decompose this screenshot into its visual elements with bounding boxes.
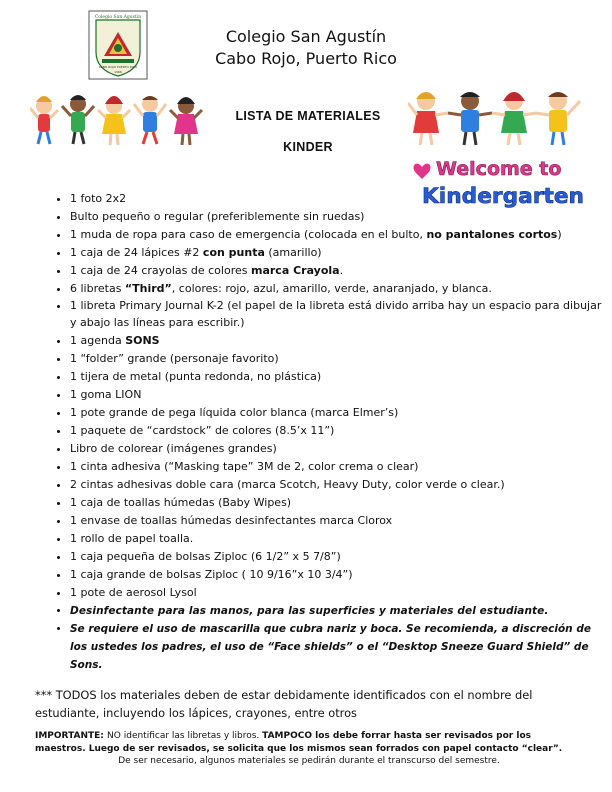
material-text: 1 caja pequeña de bolsas Ziploc (6 1/2” x 5 7/8”) [70,550,341,563]
material-text: 1 cinta adhesiva (“Masking tape” 3M de 2, color crema o clear) [70,460,419,473]
material-item [70,190,610,208]
heart-icon [414,164,431,179]
material-item [70,208,610,226]
material-bold-text: “Third” [124,282,172,295]
material-text: 2 cintas adhesivas doble cara (marca Scotch, Heavy Duty, color verde o clear.) [70,478,505,491]
material-bold-text: no pantalones cortos [426,228,558,241]
material-item [70,262,610,280]
material-item [70,226,610,244]
material-text: 1 caja grande de bolsas Ziploc ( 10 9/16”x 10 3/4”) [70,568,353,581]
material-text: 1 caja de toallas húmedas (Baby Wipes) [70,496,292,509]
material-text: 1 tijera de metal (punta redonda, no plástica) [70,370,322,383]
material-bold-text: con punta [202,246,265,259]
crest-text-top: Colegio San Agustín [94,15,142,20]
material-text: 1 pote de aerosol Lysol [70,586,197,599]
emphasis-item: • Desinfectante para las manos, para las superficies y materiales del estudiante. [70,602,610,620]
material-text: 1 caja de 24 crayolas de colores [70,264,251,277]
material-item [70,350,610,368]
important-label: IMPORTANTE: [35,731,108,741]
footer-note: De ser necesario, algunos materiales se pedirán durante el transcurso del semestre. [118,756,500,766]
material-tail-text: ) [557,228,562,241]
material-text: 1 paquete de “cardstock” de colores (8.5’x 11”) [70,424,335,437]
material-item [70,422,610,440]
material-text: 1 muda de ropa para caso de emergencia (colocada en el bulto, [70,228,427,241]
material-item [70,244,610,262]
welcome-text-line2: Kindergarten [422,184,584,208]
material-item [70,584,610,602]
material-text: 6 libretas [70,282,125,295]
materials-list [40,190,610,674]
material-item [70,368,610,386]
material-text: 1 foto 2x2 [70,192,127,205]
material-item [70,476,610,494]
material-text: Libro de colorear (imágenes grandes) [70,442,277,455]
grade-heading: KINDER [283,140,333,154]
material-item [70,530,610,548]
material-item [70,548,610,566]
material-text: 1 rollo de papel toalla. [70,532,194,545]
crest-text-bottom: CABO ROJO PUERTO RICO [98,65,138,69]
material-item [70,386,610,404]
school-name-line1: Colegio San Agustín [225,27,387,46]
material-item [70,298,610,331]
crest-year: 1966 [114,70,122,74]
material-bold-text: SONS [125,334,160,347]
material-item [70,458,610,476]
material-bold-text: marca Crayola [250,264,340,277]
kid-figure [30,96,58,144]
emphasis-item: • Se requiere el uso de mascarilla que cubra nariz y boca. Se recomienda, a discreción de los ustedes los padres, el uso de “Face shields” o el “Desktop Sneeze Guard Shield” de Sons. [70,620,610,674]
material-item [70,512,610,530]
important-part3: los debe forrar hasta ser revisados por los maestros. Luego de ser revisados, se solicita que los mismos sean forrados con papel contacto “clear”. [35,731,563,754]
material-text: 1 “folder” grande (personaje favorito) [70,352,279,365]
important-part1: NO identificar las libretas y libros. [107,731,263,741]
material-text: 1 libreta Primary Journal K-2 (el papel de la libreta está divido arriba hay un espacio para dibujar y abajo las líneas para escribir.) [70,299,602,329]
material-item [70,404,610,422]
material-item [70,494,610,512]
welcome-text-line1: Welcome to [436,158,562,180]
material-tail-text: , colores: rojo, azul, amarillo, verde, anaranjado, y blanca. [171,282,492,295]
kids-clipart-left [30,88,208,148]
material-text: 1 caja de 24 lápices #2 [70,246,203,259]
important-part2: TAMPOCO [262,731,313,741]
material-tail-text: (amarillo) [264,246,322,259]
school-name [200,26,412,70]
material-item [70,566,610,584]
school-name-line2: Cabo Rojo, Puerto Rico [215,49,397,68]
material-text: 1 agenda [70,334,126,347]
material-text: 1 envase de toallas húmedas desinfectantes marca Clorox [70,514,393,527]
important-note [35,730,583,756]
kids-clipart-right [408,85,588,147]
material-text: 1 goma LION [70,388,142,401]
material-text: 1 pote grande de pega líquida color blanca (marca Elmer’s) [70,406,399,419]
material-item [70,332,610,350]
material-item [70,440,610,458]
identification-note: *** TODOS los materiales deben de estar debidamente identificados con el nombre del estudiante, incluyendo los lápices, crayones, entre otros [35,688,533,720]
document-title: LISTA DE MATERIALES [235,109,381,123]
material-text: Bulto pequeño o regular (preferiblemente sin ruedas) [70,210,365,223]
material-tail-text: . [339,264,344,277]
school-crest-logo [88,10,148,80]
material-item [70,280,610,298]
